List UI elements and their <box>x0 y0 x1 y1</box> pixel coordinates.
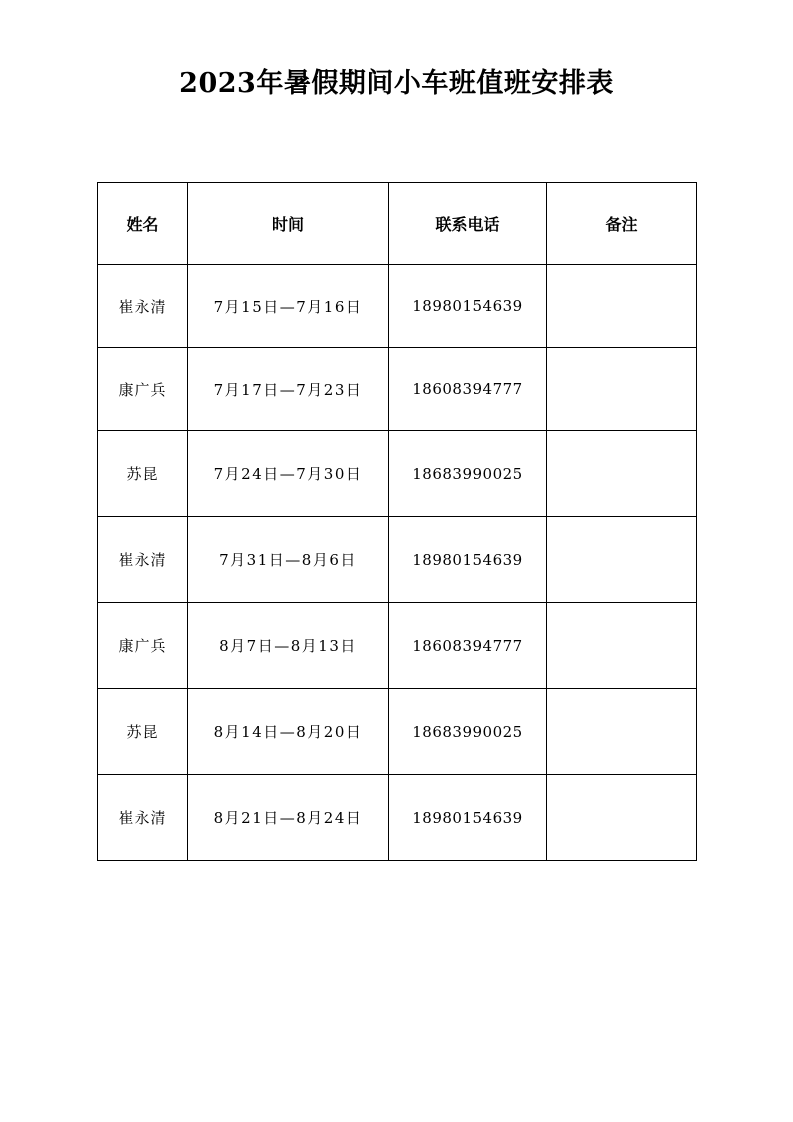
table-row <box>98 265 697 348</box>
cell-name: 苏昆 <box>98 431 188 517</box>
cell-name: 崔永清 <box>98 265 188 348</box>
cell-phone: 18980154639 <box>389 775 547 861</box>
page-title: 2023年暑假期间小车班值班安排表 <box>179 68 614 99</box>
cell-time: 7月17日—7月23日 <box>188 348 389 431</box>
table-header-row <box>98 183 697 265</box>
cell-note <box>547 348 697 431</box>
cell-phone: 18980154639 <box>389 517 547 603</box>
cell-note <box>547 517 697 603</box>
cell-phone: 18608394777 <box>389 603 547 689</box>
cell-time: 7月31日—8月6日 <box>188 517 389 603</box>
table-row <box>98 775 697 861</box>
cell-time: 8月7日—8月13日 <box>188 603 389 689</box>
cell-phone: 18683990025 <box>389 689 547 775</box>
cell-time: 7月24日—7月30日 <box>188 431 389 517</box>
cell-phone: 18980154639 <box>389 265 547 348</box>
cell-time: 8月14日—8月20日 <box>188 689 389 775</box>
header-name: 姓名 <box>98 183 188 265</box>
cell-name: 崔永清 <box>98 775 188 861</box>
header-phone: 联系电话 <box>389 183 547 265</box>
duty-schedule-table <box>97 182 697 861</box>
table-row <box>98 348 697 431</box>
cell-note <box>547 775 697 861</box>
header-note: 备注 <box>547 183 697 265</box>
cell-note <box>547 431 697 517</box>
cell-note <box>547 265 697 348</box>
cell-time: 7月15日—7月16日 <box>188 265 389 348</box>
cell-note <box>547 689 697 775</box>
table-row <box>98 431 697 517</box>
header-time: 时间 <box>188 183 389 265</box>
cell-phone: 18608394777 <box>389 348 547 431</box>
table-row <box>98 689 697 775</box>
cell-phone: 18683990025 <box>389 431 547 517</box>
table-row <box>98 603 697 689</box>
cell-name: 崔永清 <box>98 517 188 603</box>
table-row <box>98 517 697 603</box>
cell-name: 康广兵 <box>98 603 188 689</box>
cell-name: 康广兵 <box>98 348 188 431</box>
cell-time: 8月21日—8月24日 <box>188 775 389 861</box>
cell-note <box>547 603 697 689</box>
cell-name: 苏昆 <box>98 689 188 775</box>
